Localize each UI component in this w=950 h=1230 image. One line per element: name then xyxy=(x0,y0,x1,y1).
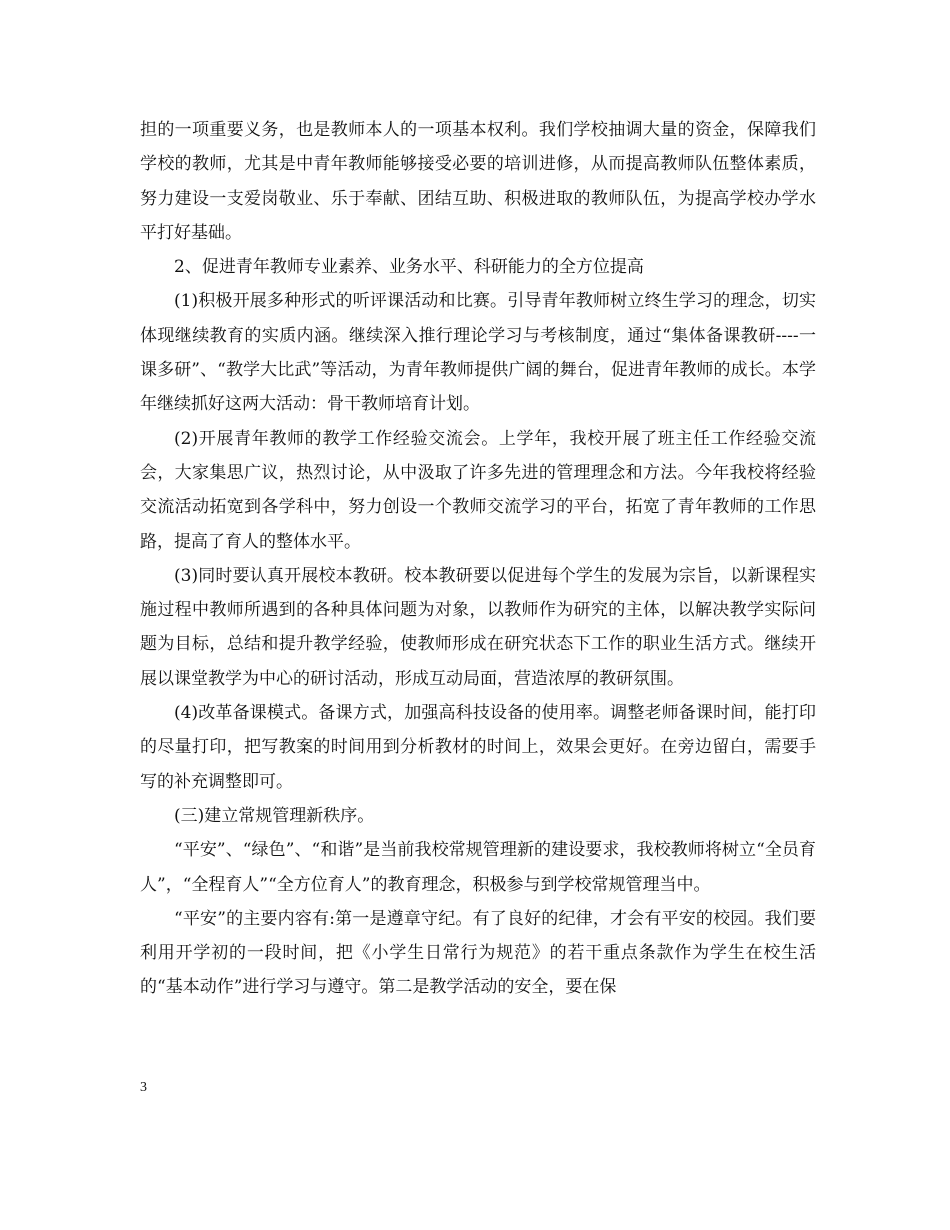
paragraph-continuation: 担的一项重要义务，也是教师本人的一项基本权利。我们学校抽调大量的资金，保障我们学校的教师，尤其是中青年教师能够接受必要的培训进修，从而提高教师队伍整体素质，努力建设一支爱岗敬业、乐于奉献、团结互助、积极进取的教师队伍，为提高学校办学水平打好基础。 xyxy=(140,120,816,243)
paragraph-management: “平安”、“绿色”、“和谐”是当前我校常规管理新的建设要求，我校教师将树立“全员育人”，“全程育人”“全方位育人”的教育理念，积极参与到学校常规管理当中。 xyxy=(140,840,816,895)
section-heading-3: (三)建立常规管理新秩序。 xyxy=(174,805,375,826)
paragraph-item-2: (2)开展青年教师的教学工作经验交流会。上学年，我校开展了班主任工作经验交流会，大家集思广议，热烈讨论，从中汲取了许多先进的管理理念和方法。今年我校将经验交流活动拓宽到各学科中，努力创设一个教师交流学习的平台，拓宽了青年教师的工作思路，提高了育人的整体水平。 xyxy=(140,428,816,552)
page-number: 3 xyxy=(140,1080,147,1095)
paragraph-item-3: (3)同时要认真开展校本教研。校本教研要以促进每个学生的发展为宗旨，以新课程实施过程中教师所遇到的各种具体问题为对象，以教师作为研究的主体，以解决教学实际问题为目标，总结和提升教学经验，使教师形成在研究状态下工作的职业生活方式。继续开展以课堂教学为中心的研讨活动，形成互动局面，营造浓厚的教研氛围。 xyxy=(140,565,816,689)
paragraph-item-4: (4)改革备课模式。备课方式，加强高科技设备的使用率。调整老师备课时间，能打印的尽量打印，把写教案的时间用到分析教材的时间上，效果会更好。在旁边留白，需要手写的补充调整即可。 xyxy=(140,703,816,792)
paragraph-item-1: (1)积极开展多种形式的听评课活动和比赛。引导青年教师树立终生学习的理念，切实体现继续教育的实质内涵。继续深入推行理论学习与考核制度，通过“集体备课教研----一课多研”、“教学大比武”等活动，为青年教师提供广阔的舞台，促进青年教师的成长。本学年继续抓好这两大活动：骨干教师培育计划。 xyxy=(140,291,816,415)
section-heading-2: 2、促进青年教师专业素养、业务水平、科研能力的全方位提高 xyxy=(174,257,644,278)
paragraph-safety: “平安”的主要内容有:第一是遵章守纪。有了良好的纪律，才会有平安的校园。我们要利用开学初的一段时间，把《小学生日常行为规范》的若干重点条款作为学生在校生活的“基本动作”进行学习与遵守。第二是教学活动的安全，要在保 xyxy=(140,908,816,998)
document-body xyxy=(140,113,816,1005)
